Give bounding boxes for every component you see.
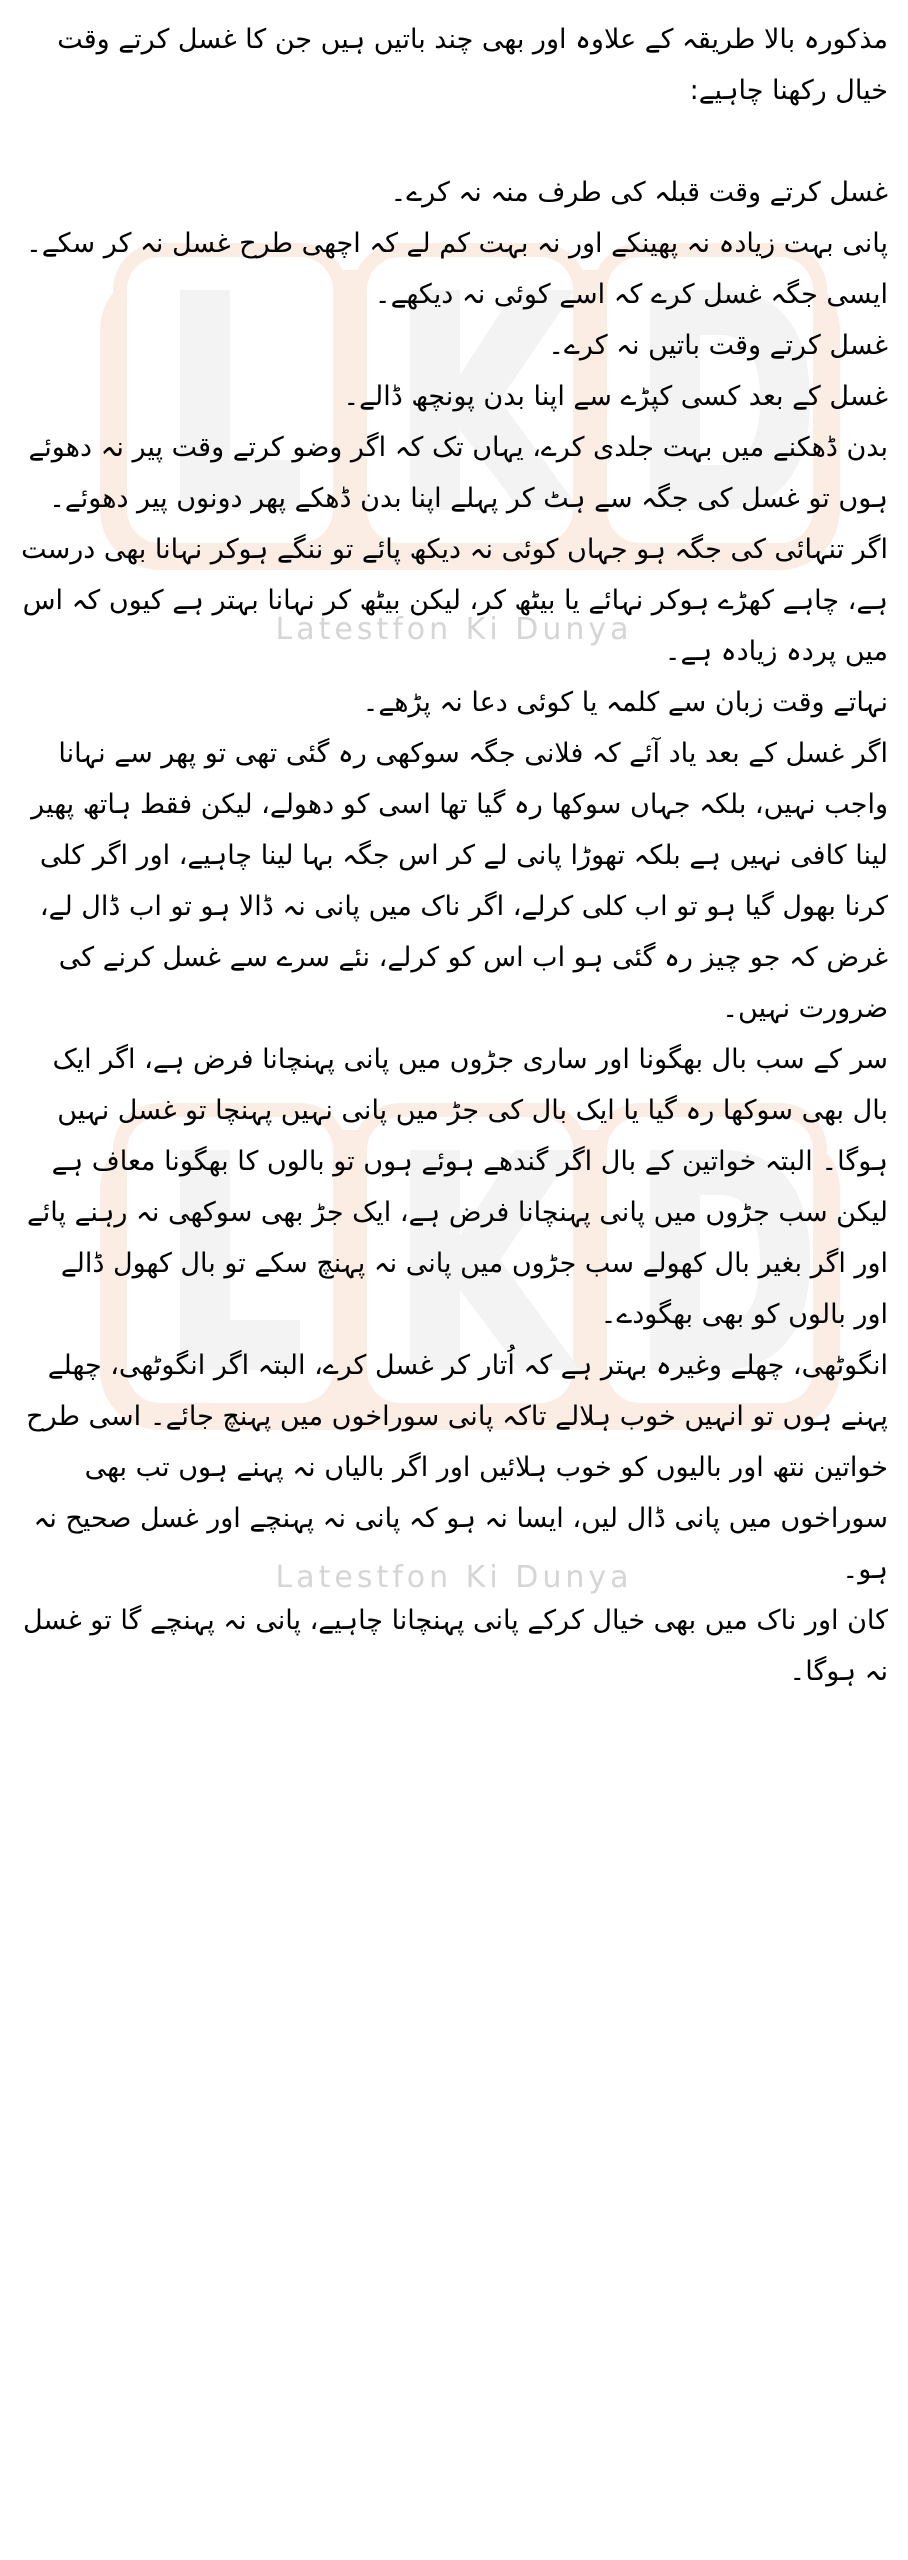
paragraph-missed-spot: اگر غسل کے بعد یاد آئے کہ فلانی جگہ سوکھی رہ گئی تھی تو پھر سے نہانا واجب نہیں، بلکہ جہاں سوکھا رہ گیا تھا اسی کو دھولے، لیکن فقط ہاتھ پھیر لینا کافی نہیں ہے بلکہ تھوڑا پانی لے کر اس جگہ بہا لینا چاہیے، اور اگر کلی کرنا بھول گیا ہو تو اب کلی کرلے، اگر ناک میں پانی نہ ڈالا ہو تو اب ڈال لے، غرض کہ جو چیز رہ گئی ہو اب اس کو کرلے، نئے سرے سے غسل کرنے کی ضرورت نہیں۔: [31, 738, 888, 1024]
paragraph-cover-body: بدن ڈھکنے میں بہت جلدی کرے، یہاں تک کہ اگر وضو کرتے وقت پیر نہ دھوئے ہوں تو غسل کی جگہ سے ہٹ کر پہلے اپنا بدن ڈھکے پھر دونوں پیر دھوئے۔: [28, 432, 888, 514]
paragraph-rings: انگوٹھی، چھلے وغیرہ بہتر ہے کہ اُتار کر غسل کرے، البتہ اگر انگوٹھی، چھلے پہنے ہوں تو انہیں خوب ہلالے تاکہ پانی سوراخوں میں پہنچ جائے۔ اسی طرح خواتین نتھ اور بالیوں کو خوب ہلائیں اور اگر بالیاں نہ پہنے ہوں تب بھی سوراخوں میں پانی ڈال لیں، ایسا نہ ہو کہ پانی نہ پہنچے اور غسل صحیح نہ ہو۔: [26, 1350, 888, 1585]
paragraph-ears-nose: کان اور ناک میں بھی خیال کرکے پانی پہنچانا چاہیے، پانی نہ پہنچے گا تو غسل نہ ہوگا۔: [23, 1605, 888, 1687]
paragraph-solitude: اگر تنہائی کی جگہ ہو جہاں کوئی نہ دیکھ پائے تو ننگے ہوکر نہانا بھی درست ہے، چاہے کھڑے ہوکر نہائے یا بیٹھ کر، لیکن بیٹھ کر نہانا بہتر ہے کیوں کہ اس میں پردہ زیادہ ہے۔: [21, 534, 888, 667]
intro-paragraph: مذکورہ بالا طریقہ کے علاوہ اور بھی چند باتیں ہیں جن کا غسل کرتے وقت خیال رکھنا چاہیے:: [57, 24, 888, 106]
paragraph-qibla: غسل کرتے وقت قبلہ کی طرف منہ نہ کرے۔: [390, 177, 888, 208]
paragraph-water-amount: پانی بہت زیادہ نہ پھینکے اور نہ بہت کم لے کہ اچھی طرح غسل نہ کر سکے۔: [25, 228, 888, 259]
watermark-tagline: Latestfon Ki Dunya: [275, 612, 633, 647]
paragraph-hair: سر کے سب بال بھگونا اور ساری جڑوں میں پانی پہنچانا فرض ہے، اگر ایک بال بھی سوکھا رہ گیا یا ایک بال کی جڑ میں پانی نہیں پہنچا تو غسل نہیں ہوگا۔ البتہ خواتین کے بال اگر گندھے ہوئے ہوں تو بالوں کا بھگونا معاف ہے لیکن سب جڑوں میں پانی پہنچانا فرض ہے، ایک جڑ بھی سوکھی نہ رہنے پائے اور اگر بغیر بال کھولے سب جڑوں میں پانی نہ پہنچ سکے تو بال کھول ڈالے اور بالوں کو بھی بھگودے۔: [26, 1044, 888, 1330]
watermark-tagline: Latestfon Ki Dunya: [275, 1560, 633, 1595]
paragraph-dry-body: غسل کے بعد کسی کپڑے سے اپنا بدن پونچھ ڈالے۔: [343, 381, 888, 412]
paragraph-no-talking: غسل کرتے وقت باتیں نہ کرے۔: [548, 330, 888, 361]
article-body: [20, 14, 888, 1697]
paragraph-privacy: ایسی جگہ غسل کرے کہ اسے کوئی نہ دیکھے۔: [374, 279, 888, 310]
paragraph-no-recitation: نہاتے وقت زبان سے کلمہ یا کوئی دعا نہ پڑھے۔: [362, 687, 888, 718]
